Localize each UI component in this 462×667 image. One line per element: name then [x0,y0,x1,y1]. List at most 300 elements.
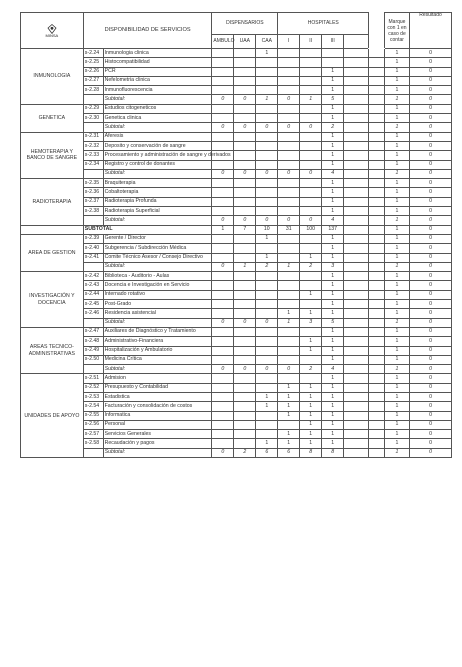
service-name: Presupuesto y Contabilidad [103,383,212,392]
service-extra [344,76,369,85]
service-code: s-2.34 [83,160,103,169]
service-value [278,272,300,281]
service-value [212,411,234,420]
service-value [234,411,256,420]
service-name: Radioterapia Profunda [103,197,212,206]
subtotal-extra [344,448,369,457]
table-header [21,13,452,49]
table-row [21,141,452,150]
subtotal-label: Subtotal: [103,262,212,271]
service-value: 1 [256,402,278,411]
main-subtotal-val: 137 [322,225,344,234]
service-extra [344,207,369,216]
service-spacer [369,430,385,439]
service-value [256,132,278,141]
service-value [234,104,256,113]
service-value: 1 [322,86,344,95]
service-value [212,197,234,206]
service-value [278,327,300,336]
service-value [300,76,322,85]
table-row [21,392,452,401]
table-row [21,160,452,169]
service-code: s-2.35 [83,179,103,188]
service-code: s-2.58 [83,439,103,448]
service-spacer [369,160,385,169]
table-row [21,300,452,309]
service-name: Estudios citogeneticos [103,104,212,113]
service-value [212,430,234,439]
service-spacer [369,67,385,76]
services-availability-sheet [20,12,452,458]
service-value [300,114,322,123]
service-value [278,300,300,309]
service-spacer [369,392,385,401]
subtotal-code [83,262,103,271]
service-value [212,337,234,346]
service-extra [344,86,369,95]
subtotal-value: 5 [322,95,344,104]
service-extra [344,67,369,76]
table-row [21,151,452,160]
service-name: Braquiterapia [103,179,212,188]
service-value [256,281,278,290]
service-value [300,49,322,58]
service-value [256,104,278,113]
service-value [256,244,278,253]
subtotal-value: 4 [322,169,344,178]
resultado-value: 0 [410,207,452,216]
service-value [300,244,322,253]
marque-value: 1 [384,281,409,290]
service-name: Subgerencia / Subdirección Médica [103,244,212,253]
service-name: Aferesis [103,132,212,141]
service-spacer [369,337,385,346]
subtotal-value: 0 [256,169,278,178]
service-value [256,67,278,76]
subtotal-value: 1 [256,95,278,104]
subtotal-extra [344,262,369,271]
service-value [212,383,234,392]
subtotal-value: 2 [256,262,278,271]
service-value: 1 [322,402,344,411]
service-code: s-2.52 [83,383,103,392]
service-code: s-2.47 [83,327,103,336]
service-value [256,160,278,169]
service-extra [344,346,369,355]
service-extra [344,309,369,318]
service-value [278,141,300,150]
service-extra [344,104,369,113]
service-value [212,392,234,401]
service-value [300,300,322,309]
service-value [212,114,234,123]
service-extra [344,374,369,383]
service-value [278,179,300,188]
service-value [234,346,256,355]
area-label: AREA DE GESTION [21,234,84,271]
service-extra [344,197,369,206]
service-value [278,281,300,290]
subtotal-extra [344,318,369,327]
resultado-value: 0 [410,300,452,309]
service-spacer [369,104,385,113]
service-value: 1 [300,420,322,429]
resultado-value: 0 [410,346,452,355]
service-value [300,327,322,336]
services-table [20,12,452,458]
service-value [278,253,300,262]
main-subtotal-val: 31 [278,225,300,234]
service-spacer [369,420,385,429]
service-spacer [369,76,385,85]
subtotal-resultado: 0 [410,95,452,104]
service-value: 1 [322,244,344,253]
service-value [300,272,322,281]
subtotal-value: 4 [322,216,344,225]
subtotal-extra [344,95,369,104]
service-value [278,197,300,206]
service-name: Hospitalización y Ambulatorio [103,346,212,355]
subtotal-resultado: 0 [410,365,452,374]
subtotal-value: 0 [234,169,256,178]
service-value: 1 [322,179,344,188]
service-value [234,179,256,188]
subtotal-value: 0 [212,95,234,104]
service-name: Informatica [103,411,212,420]
service-extra [344,383,369,392]
service-value [256,309,278,318]
service-code: s-2.31 [83,132,103,141]
marque-value: 1 [384,86,409,95]
service-value [212,234,234,243]
marque-value: 1 [384,290,409,299]
subtotal-resultado: 0 [410,169,452,178]
service-code: s-2.43 [83,281,103,290]
marque-value: 1 [384,309,409,318]
main-subtotal-label: SUBTOTAL [83,225,212,234]
subtotal-code [83,365,103,374]
service-extra [344,272,369,281]
service-name: Docencia e Investigación en Servicio [103,281,212,290]
subtotal-code [83,95,103,104]
service-name: Recaudación y pagos [103,439,212,448]
service-value [234,49,256,58]
service-value [278,49,300,58]
subtotal-value: 5 [322,318,344,327]
marque-value: 1 [384,49,409,58]
service-value: 1 [322,300,344,309]
service-name: Internado rotativo [103,290,212,299]
service-value: 1 [322,207,344,216]
service-value [256,151,278,160]
marque-value: 1 [384,337,409,346]
service-value: 1 [300,430,322,439]
service-name: Histocompatibilidad [103,58,212,67]
service-value [278,67,300,76]
subtotal-marque: 1 [384,448,409,457]
service-value [256,300,278,309]
service-spacer [369,439,385,448]
service-value [212,253,234,262]
subtotal-value: 0 [212,169,234,178]
service-value [234,160,256,169]
service-value: 1 [278,309,300,318]
service-value [212,132,234,141]
subtotal-value: 0 [234,216,256,225]
table-row [21,76,452,85]
service-value [234,234,256,243]
table-row [21,207,452,216]
service-value [234,67,256,76]
service-value [256,272,278,281]
service-value: 1 [322,392,344,401]
service-extra [344,179,369,188]
marque-value: 1 [384,383,409,392]
service-value [278,355,300,364]
service-name: Genetica clinica [103,114,212,123]
service-name: Facturación y consolidación de costos [103,402,212,411]
service-value [300,86,322,95]
table-row [21,374,452,383]
service-value: 1 [278,402,300,411]
service-value [234,253,256,262]
service-value [212,355,234,364]
subtotal-value: 6 [278,448,300,457]
subtotal-value: 0 [212,318,234,327]
service-name: Radioterapia Superficial [103,207,212,216]
resultado-value: 0 [410,327,452,336]
service-value [278,234,300,243]
service-value [256,411,278,420]
service-value: 1 [300,402,322,411]
service-code: s-2.46 [83,309,103,318]
subtotal-label: Subtotal: [103,365,212,374]
service-value: 1 [322,411,344,420]
subtotal-resultado: 0 [410,216,452,225]
subtotal-row [21,318,452,327]
resultado-value: 0 [410,132,452,141]
marque-value: 1 [384,207,409,216]
service-value [300,104,322,113]
service-name: Comite Técnico Asesor / Consejo Directivo [103,253,212,262]
subtotal-code [83,169,103,178]
service-value [256,179,278,188]
col-caa: CAA [256,35,278,49]
service-value [212,188,234,197]
service-value [256,420,278,429]
service-value [256,355,278,364]
subtotal-spacer [369,95,385,104]
service-value [300,67,322,76]
service-value: 1 [256,49,278,58]
subtotal-label: Subtotal: [103,318,212,327]
resultado-value: 0 [410,188,452,197]
subtotal-row [21,365,452,374]
logo-text: MINSA [45,32,59,38]
marque-value: 1 [384,234,409,243]
service-code: s-2.48 [83,337,103,346]
service-value [234,300,256,309]
service-value [212,374,234,383]
service-value [278,151,300,160]
table-row [21,337,452,346]
subtotal-resultado: 0 [410,448,452,457]
service-spacer [369,141,385,150]
marque-header: Marque con 1 en caso de contar [384,13,409,49]
service-extra [344,430,369,439]
area-label: GENETICA [21,104,84,132]
service-value [234,281,256,290]
marque-value: 1 [384,439,409,448]
main-subtotal-extra [344,225,369,234]
service-value [234,76,256,85]
resultado-value: 0 [410,114,452,123]
service-value [300,132,322,141]
service-value [256,141,278,150]
subtotal-resultado: 0 [410,262,452,271]
service-value [278,207,300,216]
spacer-column [369,13,385,49]
service-value [300,207,322,216]
service-value: 1 [322,272,344,281]
service-value [300,160,322,169]
service-value [322,49,344,58]
service-value [212,290,234,299]
subtotal-row [21,123,452,132]
service-value [234,430,256,439]
subtotal-value: 1 [300,95,322,104]
service-extra [344,132,369,141]
table-row [21,67,452,76]
subtotal-row [21,262,452,271]
logo-icon [47,24,57,34]
subtotal-marque: 1 [384,365,409,374]
service-code: s-2.44 [83,290,103,299]
service-value [256,188,278,197]
main-subtotal-val: 10 [256,225,278,234]
area-label: RADIOTERAPIA [21,179,84,225]
marque-value: 1 [384,151,409,160]
area-label: AREAS TECNICO-ADMINISTRATIVAS [21,327,84,373]
service-code: s-2.25 [83,58,103,67]
resultado-value: 0 [410,197,452,206]
service-value [278,337,300,346]
marque-value: 1 [384,132,409,141]
resultado-value: 0 [410,179,452,188]
service-extra [344,49,369,58]
subtotal-value: 0 [300,169,322,178]
subtotal-value: 1 [278,318,300,327]
service-extra [344,337,369,346]
service-name: Medicina Crítica [103,355,212,364]
service-value: 1 [322,197,344,206]
service-value: 1 [300,346,322,355]
resultado-value: 0 [410,337,452,346]
marque-value: 1 [384,411,409,420]
subtotal-label: Subtotal: [103,448,212,457]
subtotal-value: 0 [278,123,300,132]
table-row [21,49,452,58]
table-row [21,86,452,95]
service-value [212,402,234,411]
marque-value: 1 [384,197,409,206]
service-extra [344,411,369,420]
service-value [300,374,322,383]
logo-cell [21,13,84,49]
subtotal-value: 0 [212,365,234,374]
subtotal-value: 0 [212,216,234,225]
service-extra [344,188,369,197]
resultado-value: 0 [410,49,452,58]
main-subtotal-val: 100 [300,225,322,234]
col-i: I [278,35,300,49]
resultado-header: Resultado [410,13,452,49]
subtotal-value: 1 [234,262,256,271]
service-value [234,439,256,448]
service-value [234,309,256,318]
service-value [278,58,300,67]
service-spacer [369,114,385,123]
resultado-value: 0 [410,272,452,281]
subtotal-marque: 1 [384,169,409,178]
marque-value: 1 [384,430,409,439]
subtotal-value: 0 [212,123,234,132]
service-code: s-2.39 [83,234,103,243]
service-spacer [369,383,385,392]
subtotal-extra [344,216,369,225]
subtotal-code [83,123,103,132]
service-value: 1 [300,337,322,346]
service-code: s-2.42 [83,272,103,281]
subtotal-value: 0 [212,448,234,457]
service-spacer [369,58,385,67]
subtotal-marque: 1 [384,216,409,225]
service-value: 1 [322,346,344,355]
service-code: s-2.38 [83,207,103,216]
service-value [234,114,256,123]
service-value: 1 [278,430,300,439]
service-value [212,141,234,150]
service-value [300,188,322,197]
service-code: s-2.50 [83,355,103,364]
service-value: 1 [300,411,322,420]
service-name: Servicios Generales [103,430,212,439]
subtotal-value: 0 [256,365,278,374]
main-subtotal-row-group [21,225,452,234]
service-value [234,374,256,383]
service-extra [344,244,369,253]
service-value [278,244,300,253]
service-spacer [369,402,385,411]
service-name: Gerente / Director [103,234,212,243]
service-value [322,58,344,67]
service-value: 1 [322,374,344,383]
marque-value: 1 [384,374,409,383]
service-value [212,300,234,309]
subtotal-resultado: 0 [410,123,452,132]
service-value: 1 [322,430,344,439]
service-value [234,272,256,281]
service-value [234,58,256,67]
subtotal-value: 0 [278,216,300,225]
service-value [212,160,234,169]
resultado-value: 0 [410,281,452,290]
service-value [278,346,300,355]
subtotal-code [83,216,103,225]
service-code: s-2.57 [83,430,103,439]
service-value [256,346,278,355]
service-value [234,197,256,206]
